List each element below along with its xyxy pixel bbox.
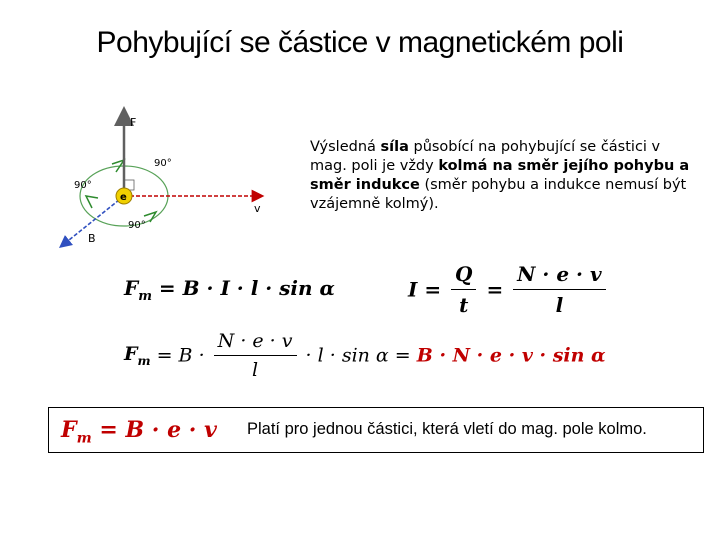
label-B: B <box>88 232 96 245</box>
summary-box <box>48 407 704 453</box>
label-F: F <box>130 116 137 129</box>
formula-current: I = $\frac{Q}{t}$ = $\frac{N \cdot e \cdot v}{l}$ <box>408 262 609 317</box>
angle-top-right: 90° <box>154 158 172 169</box>
formula-derivation: $F_m = B$ · $\frac{N \cdot e \cdot v}{l}$ · l · sin α = B · N · e · v · sin α <box>124 330 606 381</box>
label-v: v <box>254 202 261 215</box>
formula-force-current: $F_m = B \cdot I \cdot l \cdot \sin \alpha$ <box>124 276 335 304</box>
green-arrow-2 <box>86 196 98 208</box>
force-diagram <box>52 100 272 260</box>
result-formula: B · N · e · v · sin α <box>416 344 606 367</box>
angle-left: 90° <box>74 180 92 191</box>
formula-single-particle: $F_m = B \cdot e \cdot v$ <box>61 417 217 447</box>
label-e: e <box>120 192 127 203</box>
summary-note: Platí pro jednou částici, která vletí do mag. pole kolmo. <box>247 420 647 438</box>
slide-title: Pohybující se částice v magnetickém poli <box>96 26 624 59</box>
description-text: Výsledná síla působící na pohybující se částici v mag. poli je vždy kolmá na směr jejího pohybu a směr indukce (směr pohybu a indukce nemusí být vzájemně kolmý). <box>310 139 690 212</box>
angle-bottom: 90° <box>128 220 146 231</box>
